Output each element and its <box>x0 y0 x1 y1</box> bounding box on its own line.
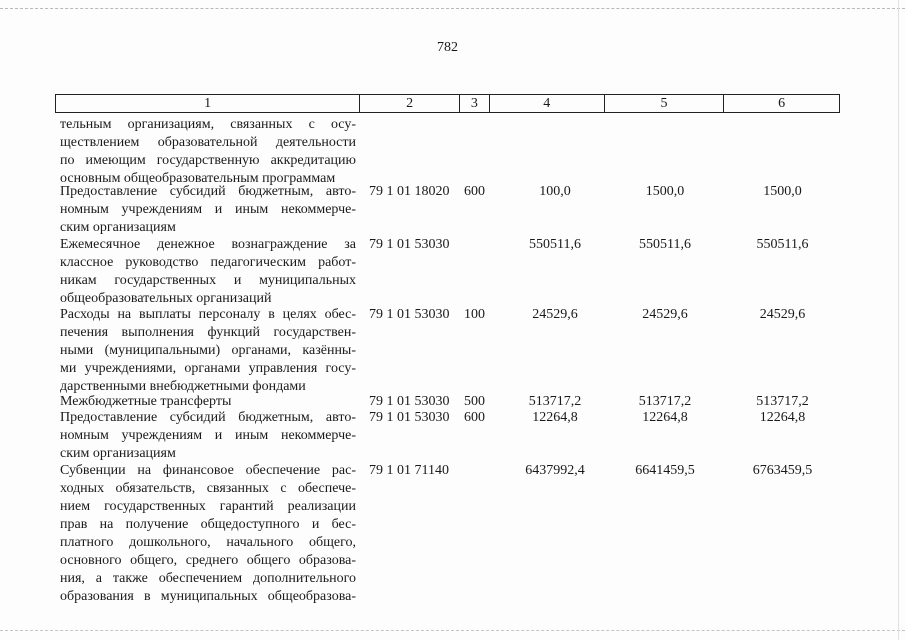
row-expense-type: 500 <box>464 394 485 409</box>
row-amount-col6: 1500,0 <box>763 184 802 199</box>
row-amount-col5: 513717,2 <box>638 394 692 409</box>
description-line: ходных обязательств, связанных с обеспече- <box>60 481 356 496</box>
description-line: ществлением образовательной деятельности <box>60 135 356 150</box>
description-line: тельным организациям, связанных с осу- <box>60 117 356 132</box>
row-amount-col4: 6437992,4 <box>525 463 585 478</box>
description-line: ными (муниципальными) органами, казённы- <box>60 343 356 358</box>
header-col-3: 3 <box>460 95 490 112</box>
description-line: Предоставление субсидий бюджетным, авто- <box>60 184 356 199</box>
description-line: печения выполнения функций государствен- <box>60 325 356 340</box>
row-amount-col6: 513717,2 <box>756 394 809 409</box>
header-col-2: 2 <box>360 95 460 112</box>
row-expense-type: 600 <box>464 410 485 425</box>
row-amount-col6: 12264,8 <box>759 410 806 425</box>
description-line: основного общего, среднего общего образова- <box>60 553 356 568</box>
scan-edge-top <box>0 8 905 9</box>
row-amount-col4: 24529,6 <box>532 307 578 322</box>
row-description <box>60 116 356 188</box>
row-amount-col4: 550511,6 <box>529 237 581 252</box>
row-code: 79 1 01 18020 <box>369 184 450 199</box>
description-line: образования в муниципальных общеобразова- <box>60 589 356 604</box>
row-amount-col5: 6641459,5 <box>635 463 695 478</box>
description-line: дарственными внебюджетными фондами <box>60 379 306 394</box>
row-description <box>60 409 356 463</box>
row-amount-col4: 513717,2 <box>528 394 582 409</box>
scan-edge-right <box>898 0 899 640</box>
row-code: 79 1 01 53030 <box>369 237 450 252</box>
row-description <box>60 462 356 606</box>
row-description <box>60 183 356 237</box>
description-line: прав на получение общедоступного и бес- <box>60 517 356 532</box>
page-number: 782 <box>437 40 458 55</box>
description-line: номным учреждениям и иным некоммерче- <box>60 202 356 217</box>
row-code: 79 1 01 53030 <box>369 394 450 409</box>
description-line: нием государственных гарантий реализации <box>60 499 356 514</box>
description-line: Межбюджетные трансферты <box>60 394 232 409</box>
description-line: Расходы на выплаты персоналу в целях обес- <box>60 307 356 322</box>
row-amount-col5: 1500,0 <box>645 184 685 199</box>
row-amount-col4: 100,0 <box>539 184 571 199</box>
description-line: платного дошкольного, начального общего, <box>60 535 356 550</box>
row-description <box>60 306 356 396</box>
table-header-row <box>55 94 840 113</box>
row-amount-col6: 6763459,5 <box>752 463 813 478</box>
row-expense-type: 600 <box>464 184 485 199</box>
row-code: 79 1 01 53030 <box>369 307 450 322</box>
description-line: Ежемесячное денежное вознаграждение за <box>60 237 356 252</box>
description-line: ния, а также обеспечением дополнительного <box>60 571 356 586</box>
scan-edge-bottom <box>0 630 905 631</box>
description-line: Предоставление субсидий бюджетным, авто- <box>60 410 356 425</box>
row-code: 79 1 01 71140 <box>369 463 449 478</box>
row-description <box>60 236 356 308</box>
description-line: ским организациям <box>60 446 176 461</box>
description-line: классное руководство педагогическим работ- <box>60 255 356 270</box>
description-line: ским организациям <box>60 220 176 235</box>
header-col-6: 6 <box>778 96 786 111</box>
row-amount-col4: 12264,8 <box>532 410 578 425</box>
row-code: 79 1 01 53030 <box>369 410 450 425</box>
header-col-1: 1 <box>56 95 360 112</box>
description-line: никам государственных и муниципальных <box>60 273 356 288</box>
description-line: основным общеобразовательным программам <box>60 171 336 186</box>
row-amount-col5: 550511,6 <box>639 237 691 252</box>
header-col-4: 4 <box>490 95 605 112</box>
row-amount-col6: 550511,6 <box>756 237 809 252</box>
row-amount-col5: 12264,8 <box>642 410 688 425</box>
row-amount-col5: 24529,6 <box>642 307 688 322</box>
description-line: ми учреждениями, органами управления госу- <box>60 361 356 376</box>
description-line: Субвенции на финансовое обеспечение рас- <box>60 463 356 478</box>
row-expense-type: 100 <box>464 307 485 322</box>
description-line: номным учреждениям и иным некоммерче- <box>60 428 356 443</box>
description-line: по имеющим государственную аккредитацию <box>60 153 356 168</box>
description-line: общеобразовательных организаций <box>60 291 272 306</box>
header-col-5: 5 <box>605 95 725 112</box>
row-amount-col6: 24529,6 <box>759 307 806 322</box>
